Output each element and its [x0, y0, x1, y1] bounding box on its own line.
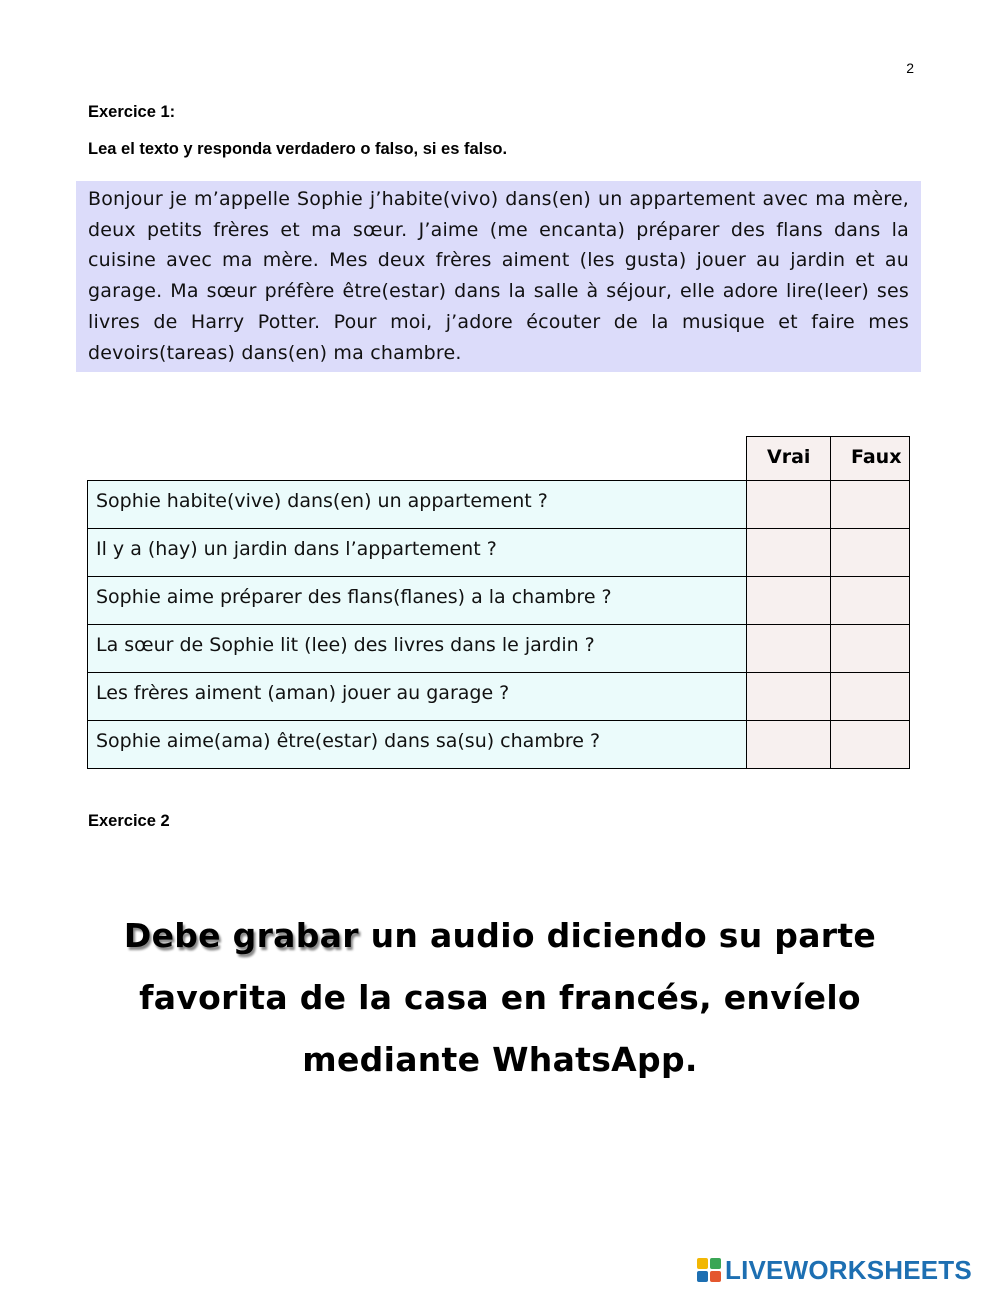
- question-text: Les frères aiment (aman) jouer au garage ?: [88, 673, 747, 721]
- faux-answer-cell[interactable]: [831, 673, 910, 721]
- vrai-answer-cell[interactable]: [747, 721, 831, 769]
- liveworksheets-logo[interactable]: [697, 1256, 972, 1284]
- liveworksheets-icon: [697, 1258, 721, 1282]
- faux-answer-cell[interactable]: [831, 625, 910, 673]
- exercise2-instruction: [100, 905, 900, 1091]
- reading-passage: Bonjour je m’appelle Sophie j’habite(vivo) dans(en) un appartement avec ma mère, deux petits frères et ma sœur. J’aime (me encanta) préparer des flans dans la cuisine avec ma mère. Mes deux frères aiment (les gusta) jouer au jardin et au garage. Ma sœur préfère être(estar) dans la salle à séjour, elle adore lire(leer) ses livres de Harry Potter. Pour moi, j’adore écouter de la musique et faire mes devoirs(tareas) dans(en) ma chambre.: [76, 181, 921, 372]
- exercise2-title: Exercice 2: [88, 812, 170, 830]
- exercise1-instruction: Lea el texto y responda verdadero o falso, si es falso.: [88, 140, 508, 158]
- page-number: 2: [906, 60, 914, 76]
- vrai-answer-cell[interactable]: [747, 625, 831, 673]
- table-row: [88, 577, 910, 625]
- table-row: [88, 529, 910, 577]
- true-false-table: [87, 436, 910, 769]
- vrai-answer-cell[interactable]: [747, 673, 831, 721]
- question-text: Sophie aime(ama) être(estar) dans sa(su) chambre ?: [88, 721, 747, 769]
- table-row: [88, 481, 910, 529]
- header-vrai: Vrai: [747, 437, 831, 481]
- header-blank-cell: [88, 437, 747, 481]
- exercise2-instruction-text: un audio diciendo su parte favorita de la casa en francés, envíelo mediante WhatsApp.: [139, 916, 877, 1079]
- table-header-row: [88, 437, 910, 481]
- exercise2-highlight: Debe grabar: [123, 916, 359, 955]
- question-text: Sophie aime préparer des flans(flanes) a la chambre ?: [88, 577, 747, 625]
- vrai-answer-cell[interactable]: [747, 577, 831, 625]
- faux-answer-cell[interactable]: [831, 481, 910, 529]
- header-faux: Faux: [831, 437, 910, 481]
- vrai-answer-cell[interactable]: [747, 529, 831, 577]
- vrai-answer-cell[interactable]: [747, 481, 831, 529]
- question-text: La sœur de Sophie lit (lee) des livres dans le jardin ?: [88, 625, 747, 673]
- faux-answer-cell[interactable]: [831, 577, 910, 625]
- faux-answer-cell[interactable]: [831, 529, 910, 577]
- table-row: [88, 673, 910, 721]
- question-text: Il y a (hay) un jardin dans l’appartement ?: [88, 529, 747, 577]
- logo-text: LIVEWORKSHEETS: [725, 1254, 972, 1285]
- table-row: [88, 625, 910, 673]
- exercise1-title: Exercice 1:: [88, 103, 176, 121]
- table-row: [88, 721, 910, 769]
- faux-answer-cell[interactable]: [831, 721, 910, 769]
- question-text: Sophie habite(vive) dans(en) un appartement ?: [88, 481, 747, 529]
